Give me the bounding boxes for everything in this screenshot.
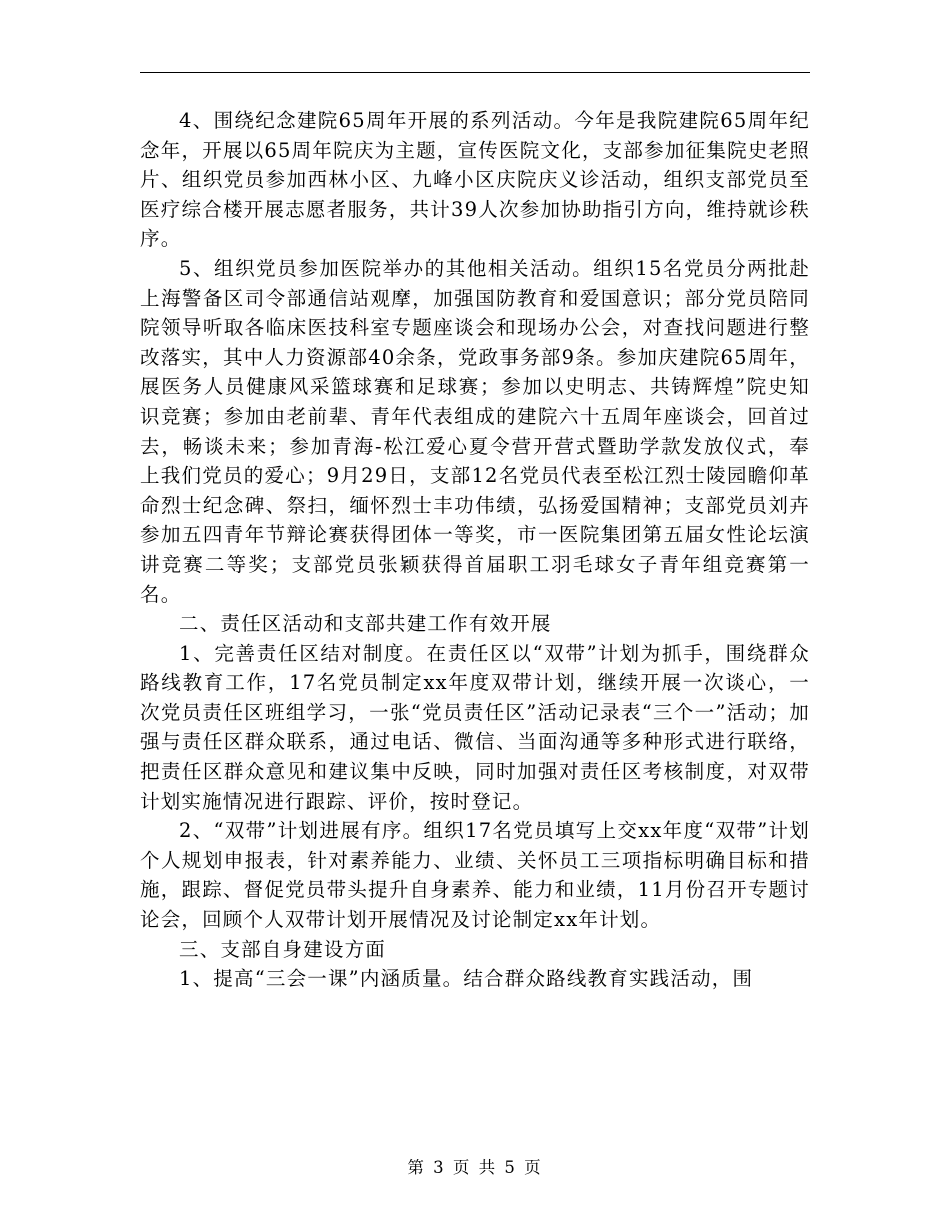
document-body — [140, 106, 810, 994]
paragraph-item-5-other-activities: 5、组织党员参加医院举办的其他相关活动。组织15名党员分两批赴上海警备区司令部通信站观摩，加强国防教育和爱国意识；部分党员陪同院领导听取各临床医技科室专题座谈会和现场办公会，对查找问题进行整改落实，其中人力资源部40余条，党政事务部9条。参加庆建院65周年，展医务人员健康风采篮球赛和足球赛；参加以史明志、共铸辉煌”院史知识竞赛；参加由老前辈、青年代表组成的建院六十五周年座谈会，回首过去，畅谈未来；参加青海-松江爱心夏令营开营式暨助学款发放仪式，奉上我们党员的爱心；9月29日，支部12名党员代表至松江烈士陵园瞻仰革命烈士纪念碑、祭扫，缅怀烈士丰功伟绩，弘扬爱国精神；支部党员刘卉参加五四青年节辩论赛获得团体一等奖，市一医院集团第五届女性论坛演讲竞赛二等奖；支部党员张颖获得首届职工羽毛球女子青年组竞赛第一名。 — [140, 256, 810, 606]
page-number-footer: 第 3 页 共 5 页 — [407, 1158, 543, 1177]
section-heading-responsibility-area: 二、责任区活动和支部共建工作有效开展 — [179, 612, 552, 636]
paragraph-item-1-three-meetings: 1、提高“三会一课”内涵质量。结合群众路线教育实践活动，围 — [179, 967, 754, 991]
section-heading-self-building: 三、支部自身建设方面 — [179, 937, 387, 961]
paragraph-item-1-pairing-system: 1、完善责任区结对制度。在责任区以“双带”计划为抓手，围绕群众路线教育工作，17名党员制定xx年度双带计划，继续开展一次谈心，一次党员责任区班组学习，一张“党员责任区”活动记录表“三个一”活动；加强与责任区群众联系，通过电话、微信、当面沟通等多种形式进行联络，把责任区群众意见和建议集中反映，同时加强对责任区考核制度，对双带计划实施情况进行跟踪、评价，按时登记。 — [140, 641, 810, 813]
paragraph-item-2-double-lead-plan: 2、“双带”计划进展有序。组织17名党员填写上交xx年度“双带”计划个人规划申报表，针对素养能力、业绩、关怀员工三项指标明确目标和措施，跟踪、督促党员带头提升自身素养、能力和业绩，11月份召开专题讨论会，回顾个人双带计划开展情况及讨论制定xx年计划。 — [140, 819, 810, 932]
header-rule — [140, 72, 810, 73]
paragraph-item-4-anniversary-activities: 4、围绕纪念建院65周年开展的系列活动。今年是我院建院65周年纪念年，开展以65周年院庆为主题，宣传医院文化，支部参加征集院史老照片、组织党员参加西林小区、九峰小区庆院庆义诊活动，组织支部党员至医疗综合楼开展志愿者服务，共计39人次参加协助指引方向，维持就诊秩序。 — [140, 109, 810, 251]
